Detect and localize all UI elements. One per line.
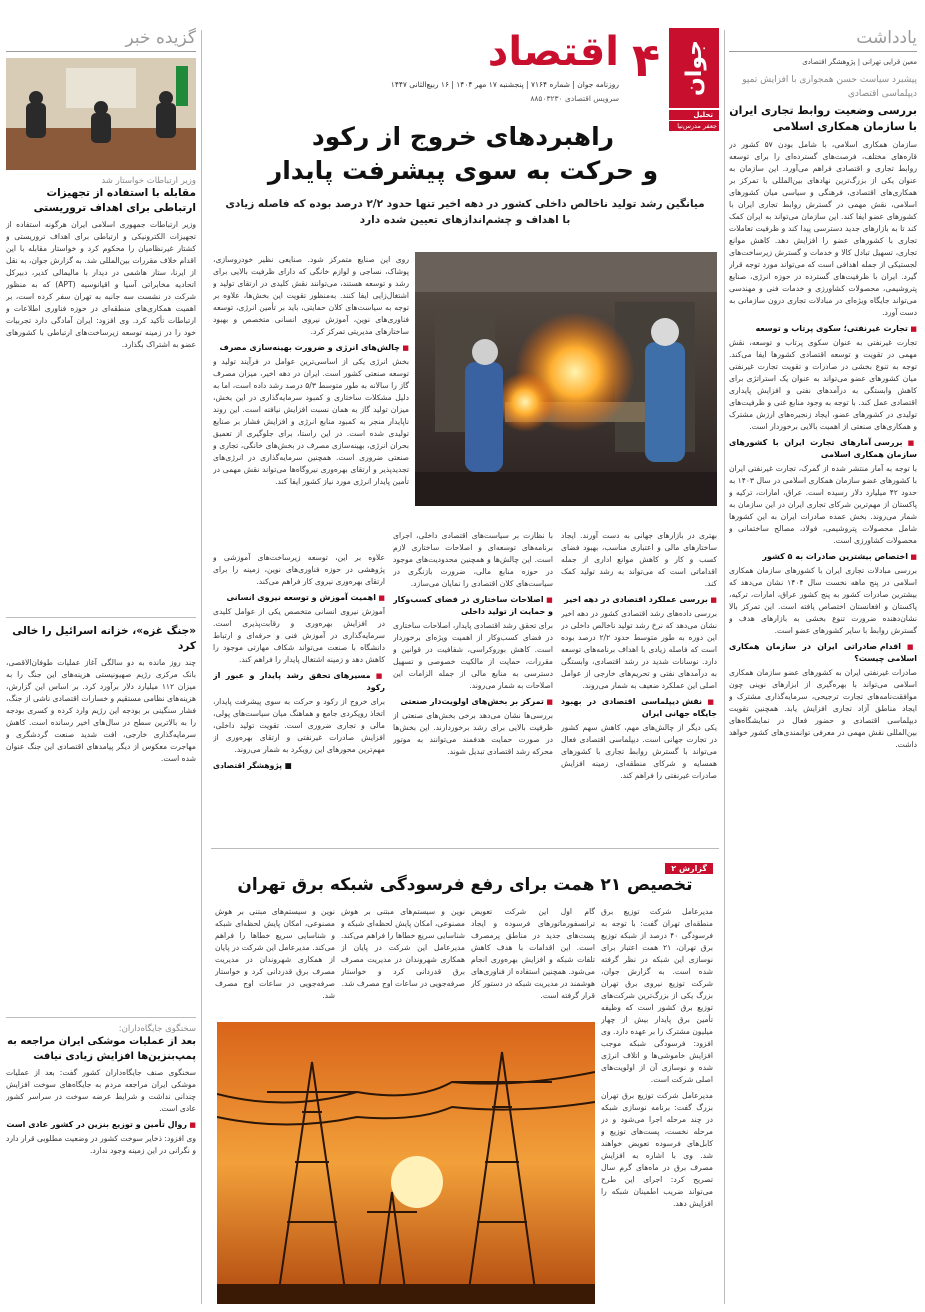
right-body-2: تجارت غیرنفتی به عنوان سکوی پرتاب و توسعه، نقش مهمی در تقویت و توسعه اقتصادی کشورها ایفا می‌کند. توجه به تنوع بخشی در صادرات و تقویت تجارت غیرنفتی میان کشورهای عضو می‌تواند به عنوان یک استراتژی برای کاهش وابستگی به درآمدهای نفتی و افزایش پایداری اقتصادی عمل کند. با توجه به وجود منابع غنی و ظرفیت‌های تولیدی در کشورهای عضو، ایجاد زنجیره‌های ارزش مشترک و همکاری‌های صنعتی از اهمیت بالایی برخوردار است. <box>729 338 917 431</box>
right-sub-1: ■ تجارت غیرنفتی؛ سکوی پرتاب و توسعه <box>729 323 917 335</box>
tahlil-author: جعفر مدرس‌نیا <box>669 121 719 131</box>
report-col5-text: نوین و سیستم‌های مبتنی بر هوش مصنوعی، امکان پایش لحظه‌ای شبکه و شناسایی سریع خطاها را فراهم می‌کند. مدیرعامل این شرکت در پایان از همکاری شهروندان در مدیریت مصرف برق قدردانی کرد و خواستار صرفه‌جویی در ساعات اوج مصرف شد. <box>215 907 335 1000</box>
left-item3-title: بعد از عملیات موشکی ایران مراجعه به پمپ‌بنزین‌ها افزایش زیادی نیافت <box>7 1036 196 1062</box>
meeting-photo <box>6 58 196 170</box>
right-body-5: صادرات غیرنفتی ایران به کشورهای عضو سازمان همکاری اسلامی می‌تواند با بهره‌گیری از ابزارهای نوینی چون موافقت‌نامه‌های تجارت ترجیحی، سرمایه‌گذاری مشترک و ایجاد مناطق آزاد تجاری افزایش یابد. همچنین تقویت دیپلماسی اقتصادی و حضور فعال در نمایشگاه‌های بین‌المللی نقش مهمی در معرفی توانمندی‌های کشور خواهد داشت. <box>729 668 917 749</box>
right-body-3: با توجه به آمار منتشر شده از گمرک، تجارت غیرنفتی ایران با کشورهای عضو سازمان همکاری اسلامی در سال ۱۴۰۳ به حدود ۴۲ میلیارد دلار رسیده است. عراق، امارات، ترکیه و پاکستان از مهم‌ترین شرکای تجاری ایران در این سازمان به شمار می‌روند. بخش عمده صادرات ایران به این کشورها شامل محصولات پتروشیمی، فولاد، مصالح ساختمانی و محصولات کشاورزی است. <box>729 464 917 545</box>
left-item1-body-text: وزیر ارتباطات جمهوری اسلامی ایران هرگونه استفاده از تجهیزات الکترونیکی و ارتباطی برای اهداف تروریستی و کشتار غیرنظامیان را محکوم کرد و خواستار مقابله با این اقدام خلاف مقررات بین‌المللی شد. به گزارش جوان، به نقل از ایرنا، ستار هاشمی در دیدار با مالیمالی کدیر، دبیرکل اتحادیه مخابراتی آسیا و اقیانوسیه (APT) که به منظور شرکت در نشست سه جانبه به تهران سفر کرده است، بر اهمیت همکاری‌های منطقه‌ای در حوزه فناوری اطلاعات و ارتباطات تأکید کرد. وی افزود: ایران آمادگی دارد تجربیات خود را در زمینه توسعه زیرساخت‌های ارتباطی با کشورهای عضو به اشتراک بگذارد. <box>6 220 196 349</box>
left-item3-body2-text: وی افزود: ذخایر سوخت کشور در وضعیت مطلوبی قرار دارد و نگرانی در این زمینه وجود ندارد. <box>6 1134 196 1155</box>
report-col5 <box>215 906 335 1016</box>
report-col4-text: نوین و سیستم‌های مبتنی بر هوش مصنوعی، امکان پایش لحظه‌ای شبکه و شناسایی سریع خطاها را فراهم می‌کند. مدیرعامل این شرکت در پایان از همکاری شهروندان در مدیریت مصرف برق قدردانی کرد و خواستار صرفه‌جویی در ساعات اوج مصرف شد. <box>341 907 465 988</box>
report-col3-text: گام اول این شرکت تعویض ترانسفورماتورهای فرسوده و ایجاد پست‌های جدید در مناطق پرمصرف است. این اقدامات با هدف کاهش تلفات شبکه و افزایش بهره‌وری انجام می‌شود. همچنین استفاده از فناوری‌های هوشمند در مدیریت شبکه در دستور کار قرار گرفته است. <box>471 907 595 1000</box>
left-column <box>6 28 196 1304</box>
lead-sub-a: ■ چالش‌های انرژی و ضرورت بهینه‌سازی مصرف <box>213 342 409 354</box>
masthead-meta: روزنامه جوان | شماره ۷۱۶۴ | پنجشنبه ۱۷ مهر ۱۴۰۴ | ۱۶ ربیع‌الثانی ۱۴۴۷ <box>390 80 619 89</box>
lead-bottom-col1 <box>561 530 717 836</box>
lead-bottom-col2 <box>393 530 553 836</box>
left-item1-kicker: وزیر ارتباطات خواستار شد <box>101 176 196 186</box>
lead-body-top-text: روی این صنایع متمرکز شود. صنایعی نظیر خودروسازی، پوشاک، نساجی و لوازم خانگی که دارای ظرفیت بالایی برای رشد و توسعه هستند، می‌توانند نقش کلیدی در ارتقای تولید و اشتغال‌زایی ایفا کنند. به‌منظور تقویت این بخش‌ها، علاوه بر توجه به سیاست‌های کلان حمایتی، باید بر تأمین انرژی، توسعه فناوری‌های نوین، آموزش نیروی انسانی متخصص و بهبود ساختارهای مدیریتی تمرکز کرد. <box>213 255 409 336</box>
lead-body-top <box>213 254 409 546</box>
logo-box <box>669 28 719 108</box>
lead-sub-b: ■ بررسی عملکرد اقتصادی در دهه اخیر <box>561 594 717 606</box>
right-sub-2: ■ بررسی آمارهای تجارت ایران با کشورهای سازمان همکاری اسلامی <box>729 437 917 461</box>
lead-body-top2-text: بخش انرژی یکی از اساسی‌ترین عوامل در فرآیند تولید و توسعه صنعتی کشور است. ایران در دهه اخیر، میزان مصرف گاز را سالانه به طور متوسط ۵/۳ درصد رشد داده است، اما به دلیل مشکلات ساختاری و کمبود سرمایه‌گذاری در این بخش، میزان تولید گاز به همان نسبت افزایش نیافته است. این روند ناپایدار منجر به کمبود منابع انرژی و افزایش فشار بر صنایع تولیدی شده است. در این راستا، برای جلوگیری از تعمیق بحران انرژی، بهینه‌سازی مصرف در بخش‌های خانگی، تجاری و صنعتی ضروری است. همچنین سرمایه‌گذاری در انرژی‌های تجدیدپذیر و ارتقای بهره‌وری نیروگاه‌ها می‌تواند نقش مهمی در تأمین پایدار انرژی مورد نیاز کشور ایفا کند. <box>213 357 409 486</box>
left-item1-title: مقابله با استفاده از تجهیزات ارتباطی برای اهداف تروریستی <box>33 187 196 214</box>
sun-icon <box>391 1156 443 1208</box>
left-sep-2 <box>6 1017 196 1018</box>
right-column <box>729 28 917 1304</box>
right-column-header: یادداشت <box>729 28 917 52</box>
report-col4 <box>341 906 465 1016</box>
left-item2-body <box>6 657 196 1011</box>
page-number: ۴ <box>631 33 661 87</box>
lead-bottom-col1-text: بهتری در بازارهای جهانی به دست آورند. ایجاد ساختارهای مالی و اعتباری مناسب، بهبود فضای کسب و کار و کاهش موانع اداری از جمله اقداماتی است که می‌تواند به رشد تولید کمک کند. <box>561 531 717 588</box>
left-item3-kicker: سخنگوی جایگاه‌داران: <box>118 1024 196 1034</box>
report-col2-text: مدیرعامل شرکت توزیع برق تهران بزرگ گفت: برنامه نوسازی شبکه در چند مرحله اجرا می‌شود و در مرحله نخست، پست‌های توزیع و کابل‌های فرسوده تعویض خواهند شد. وی با اشاره به افزایش مصرف برق در ماه‌های گرم سال تصریح کرد: اجرای این طرح می‌تواند ضریب اطمینان شبکه را افزایش دهد. <box>601 1091 713 1208</box>
masthead <box>211 28 719 130</box>
report-divider <box>211 848 719 849</box>
lead-photo <box>415 252 717 506</box>
report-col1 <box>601 906 713 1304</box>
lead-bottom-col3 <box>213 552 385 836</box>
lead-title <box>263 120 663 188</box>
lead-bottom-col2b-text: برای تحقق رشد اقتصادی پایدار، اصلاحات ساختاری در فضای کسب‌وکار از اهمیت ویژه‌ای برخوردار است. کاهش بوروکراسی، شفافیت در قوانین و مقررات، حمایت از مالکیت خصوصی و تسهیل دسترسی به منابع مالی از جمله الزامات این اصلاحات به شمار می‌روند. <box>393 621 553 690</box>
right-body <box>729 139 917 1299</box>
right-kicker: پیشبرد سیاست حسن همجواری با افزایش تمپو دیپلماسی اقتصادی <box>742 75 917 99</box>
left-sep-1 <box>6 617 196 618</box>
left-item3-body <box>6 1067 196 1217</box>
tahlil-label: تحلیل <box>669 110 719 120</box>
left-divider <box>201 30 202 1304</box>
left-item3-sub: ■ روال تأمین و توزیع بنزین در کشور عادی است <box>6 1119 196 1131</box>
right-divider <box>724 30 725 1304</box>
report-col3 <box>471 906 595 1016</box>
lead-byline: ■ پژوهشگر اقتصادی <box>213 761 292 770</box>
lead-bottom-col2c-text: بررسی‌ها نشان می‌دهد برخی بخش‌های صنعتی از ظرفیت بالایی برای رشد برخوردارند. این بخش‌ها در صورت حمایت هدفمند می‌توانند به موتور محرکه رشد اقتصادی تبدیل شوند. <box>393 711 553 756</box>
right-title: بررسی وضعیت روابط تجاری ایران با سازمان همکاری اسلامی <box>729 104 917 133</box>
left-item3-body-text: سخنگوی صنف جایگاه‌داران کشور گفت: بعد از عملیات موشکی ایران مراجعه مردم به جایگاه‌های سوخت افزایش چندانی نداشت و شرایط عرضه سوخت در سراسر کشور عادی است. <box>6 1068 196 1113</box>
page-number-icon <box>629 32 663 88</box>
lead-sub-d: ■ اصلاحات ساختاری در فضای کسب‌وکار و حمایت از تولید داخلی <box>393 594 553 618</box>
left-item2-title: «جنگ غزه»، خزانه اسرائیل را خالی کرد <box>12 625 196 652</box>
left-item1-body <box>6 219 196 611</box>
left-item2-body-text: چند روز مانده به دو سالگی آغاز عملیات طوفان‌الاقصی، بانک مرکزی رژیم صهیونیستی هزینه‌های این جنگ را به میزان ۱۱۲ میلیارد دلار برآورد کرد. بر اساس این گزارش، هزینه‌های نظامی مستقیم و خسارات اقتصادی ناشی از جنگ، فشار سنگینی بر بودجه این رژیم وارد کرده و کسری بودجه را به بالاترین سطح در سال‌های اخیر رسانده است. کاهش سرمایه‌گذاری خارجی، افت شدید صنعت گردشگری و مهاجرت معکوس از دیگر پیامدهای اقتصادی این جنگ عنوان شده است. <box>6 658 196 763</box>
power-tower-photo <box>217 1022 595 1304</box>
right-sub-3: ■ اختصاص بیشترین صادرات به ۵ کشور <box>729 551 917 563</box>
lead-title-line2: و حرکت به سوی پیشرفت پایدار <box>267 156 659 185</box>
tahlil-tag <box>669 110 719 131</box>
masthead-editor: سرویس اقتصادی ۸۸۵۰۳۲۳۰ <box>530 94 619 103</box>
lead-sub-g: ■ مسیرهای تحقق رشد پایدار و عبور از رکود <box>213 670 385 694</box>
logo: جوان <box>681 40 707 96</box>
lead-bottom-col1c-text: یکی دیگر از چالش‌های مهم، کاهش سهم کشور در تجارت جهانی است. دیپلماسی اقتصادی فعال می‌تواند با گسترش روابط تجاری با کشورهای همسایه و شرکای منطقه‌ای، زمینه افزایش صادرات غیرنفتی را فراهم کند. <box>561 723 717 780</box>
lead-sub-f: ■ اهمیت آموزش و توسعه نیروی انسانی <box>213 592 385 604</box>
right-sub-4: ■ اقدام صادراتی ایران در سازمان همکاری اسلامی چیست؟ <box>729 641 917 665</box>
left-column-header: گزیده خبر <box>6 28 196 52</box>
power-tower-icon <box>217 1022 595 1304</box>
lead-standfirst: میانگین رشد تولید ناخالص داخلی کشور در دهه اخیر تنها حدود ۲/۲ درصد بوده که فاصله زیادی با اهداف و چشم‌اندازهای تعیین شده دارد <box>225 198 705 226</box>
lead-title-line1: راهبردهای خروج از رکود <box>311 122 615 151</box>
lead-bottom-col1b-text: بررسی داده‌های رشد اقتصادی کشور در دهه اخیر نشان می‌دهد که نرخ رشد تولید ناخالص داخلی در این دوره به طور متوسط حدود ۲/۲ درصد بوده است که فاصله زیادی با اهداف برنامه‌های توسعه دارد. نوسانات شدید در رشد اقتصادی، وابستگی به درآمدهای نفتی و تحریم‌های خارجی از عوامل اصلی این عملکرد ضعیف به شمار می‌روند. <box>561 609 717 690</box>
right-body-4: بررسی مبادلات تجاری ایران با کشورهای سازمان همکاری اسلامی در پنج ماهه نخست سال ۱۴۰۴ نشان می‌دهد که بیشترین صادرات کشور به پنج کشور عراق، امارات، ترکیه، پاکستان و افغانستان اختصاص یافته است. این تمرکز بالا نشان‌دهنده ضرورت تنوع بخشی به بازارهای هدف و گسترش روابط با سایر کشورهای عضو است. <box>729 566 917 635</box>
section-name: اقتصاد <box>487 29 619 75</box>
lead-bottom-col3b-text: آموزش نیروی انسانی متخصص یکی از عوامل کلیدی در افزایش بهره‌وری و رقابت‌پذیری است. سرمایه‌گذاری در آموزش فنی و حرفه‌ای و ارتباط دانشگاه با صنعت می‌تواند شکاف مهارتی موجود را کاهش دهد و زمینه اشتغال پایدار را فراهم کند. <box>213 607 385 664</box>
report-col1-text: مدیرعامل شرکت توزیع برق منطقه‌ای تهران گفت: با توجه به فرسودگی ۴۰ درصد از شبکه توزیع برق تهران، ۲۱ همت اعتبار برای نوسازی این شبکه در نظر گرفته شده است. به گزارش جوان، شرکت توزیع نیروی برق تهران بزرگ یکی از بزرگ‌ترین شرکت‌های توزیع برق کشور است که وظیفه تأمین برق پایدار بیش از چهار میلیون مشترک را بر عهده دارد. وی افزود: فرسودگی شبکه موجب افزایش خاموشی‌ها و اتلاف انرژی شده و نوسازی آن از اولویت‌های اصلی شرکت است. <box>601 907 713 1084</box>
lead-sub-e: ■ تمرکز بر بخش‌های اولویت‌دار صنعتی <box>393 696 553 708</box>
meeting-photo-illustration <box>6 58 196 170</box>
report-tag-label: گزارش ۲ <box>665 863 713 874</box>
lead-bottom-col3c-text: برای خروج از رکود و حرکت به سوی پیشرفت پایدار، اتخاذ رویکردی جامع و هماهنگ میان سیاست‌های پولی، مالی و تجاری ضروری است. تقویت تولید داخلی، افزایش صادرات غیرنفتی و ارتقای بهره‌وری از مهم‌ترین محورهای این رویکرد به شمار می‌روند. <box>213 697 385 754</box>
right-body-1: سازمان همکاری اسلامی، با شامل بودن ۵۷ کشور در قاره‌های مختلف، فرصت‌های گسترده‌ای را برای توسعه روابط تجاری و اقتصادی فراهم می‌آورد. این سازمان به عنوان یکی از بزرگ‌ترین نهادهای بین‌المللی با تمرکز بر همکاری‌های اقتصادی، فرهنگی و سیاسی میان کشورهای اسلامی، نقش مهمی در گسترش روابط تجاری ایران با کشورهای عضو ایفا کند. این سازمان می‌تواند به ایران کمک کند تا به بازارهای جدید دسترسی پیدا کند و ظرفیت تعاملات تجاری با کشورهای عضو را افزایش دهد. کاهش موانع تجاری، تسهیل تبادل کالا و خدمات و گسترش زیرساخت‌های لجستیکی از جمله اهدافی است که می‌تواند مورد توجه قرار گیرد. ایران با ظرفیت‌های گسترده در حوزه انرژی، صنایع پتروشیمی، محصولات کشاورزی و خدمات فنی و مهندسی می‌تواند جایگاه ویژه‌ای در مبادلات تجاری درون سازمانی به دست آورد. <box>729 140 917 317</box>
report-title: تخصیص ۲۱ همت برای رفع فرسودگی شبکه برق تهران <box>237 875 693 895</box>
lead-bottom-col2-text: با نظارت بر سیاست‌های اقتصادی داخلی، اجرای برنامه‌های توسعه‌ای و اصلاحات ساختاری لازم است. این چالش‌ها و همچنین محدودیت‌های موجود در حوزه منابع مالی، ضرورت بازنگری در سیاست‌های کلان اقتصادی را نمایان می‌سازد. <box>393 531 553 588</box>
right-author: معین قرایی تهرانی | پژوهشگر اقتصادی <box>802 58 917 66</box>
lead-sub-c: ■ نقش دیپلماسی اقتصادی در بهبود جایگاه جهانی ایران <box>561 696 717 720</box>
lead-bottom-col3-text: علاوه بر این، توسعه زیرساخت‌های آموزشی و پژوهشی در حوزه فناوری‌های نوین، زمینه را برای ارتقای بهره‌وری نیروی کار فراهم می‌کند. <box>213 553 385 586</box>
factory-photo-illustration <box>415 252 717 506</box>
